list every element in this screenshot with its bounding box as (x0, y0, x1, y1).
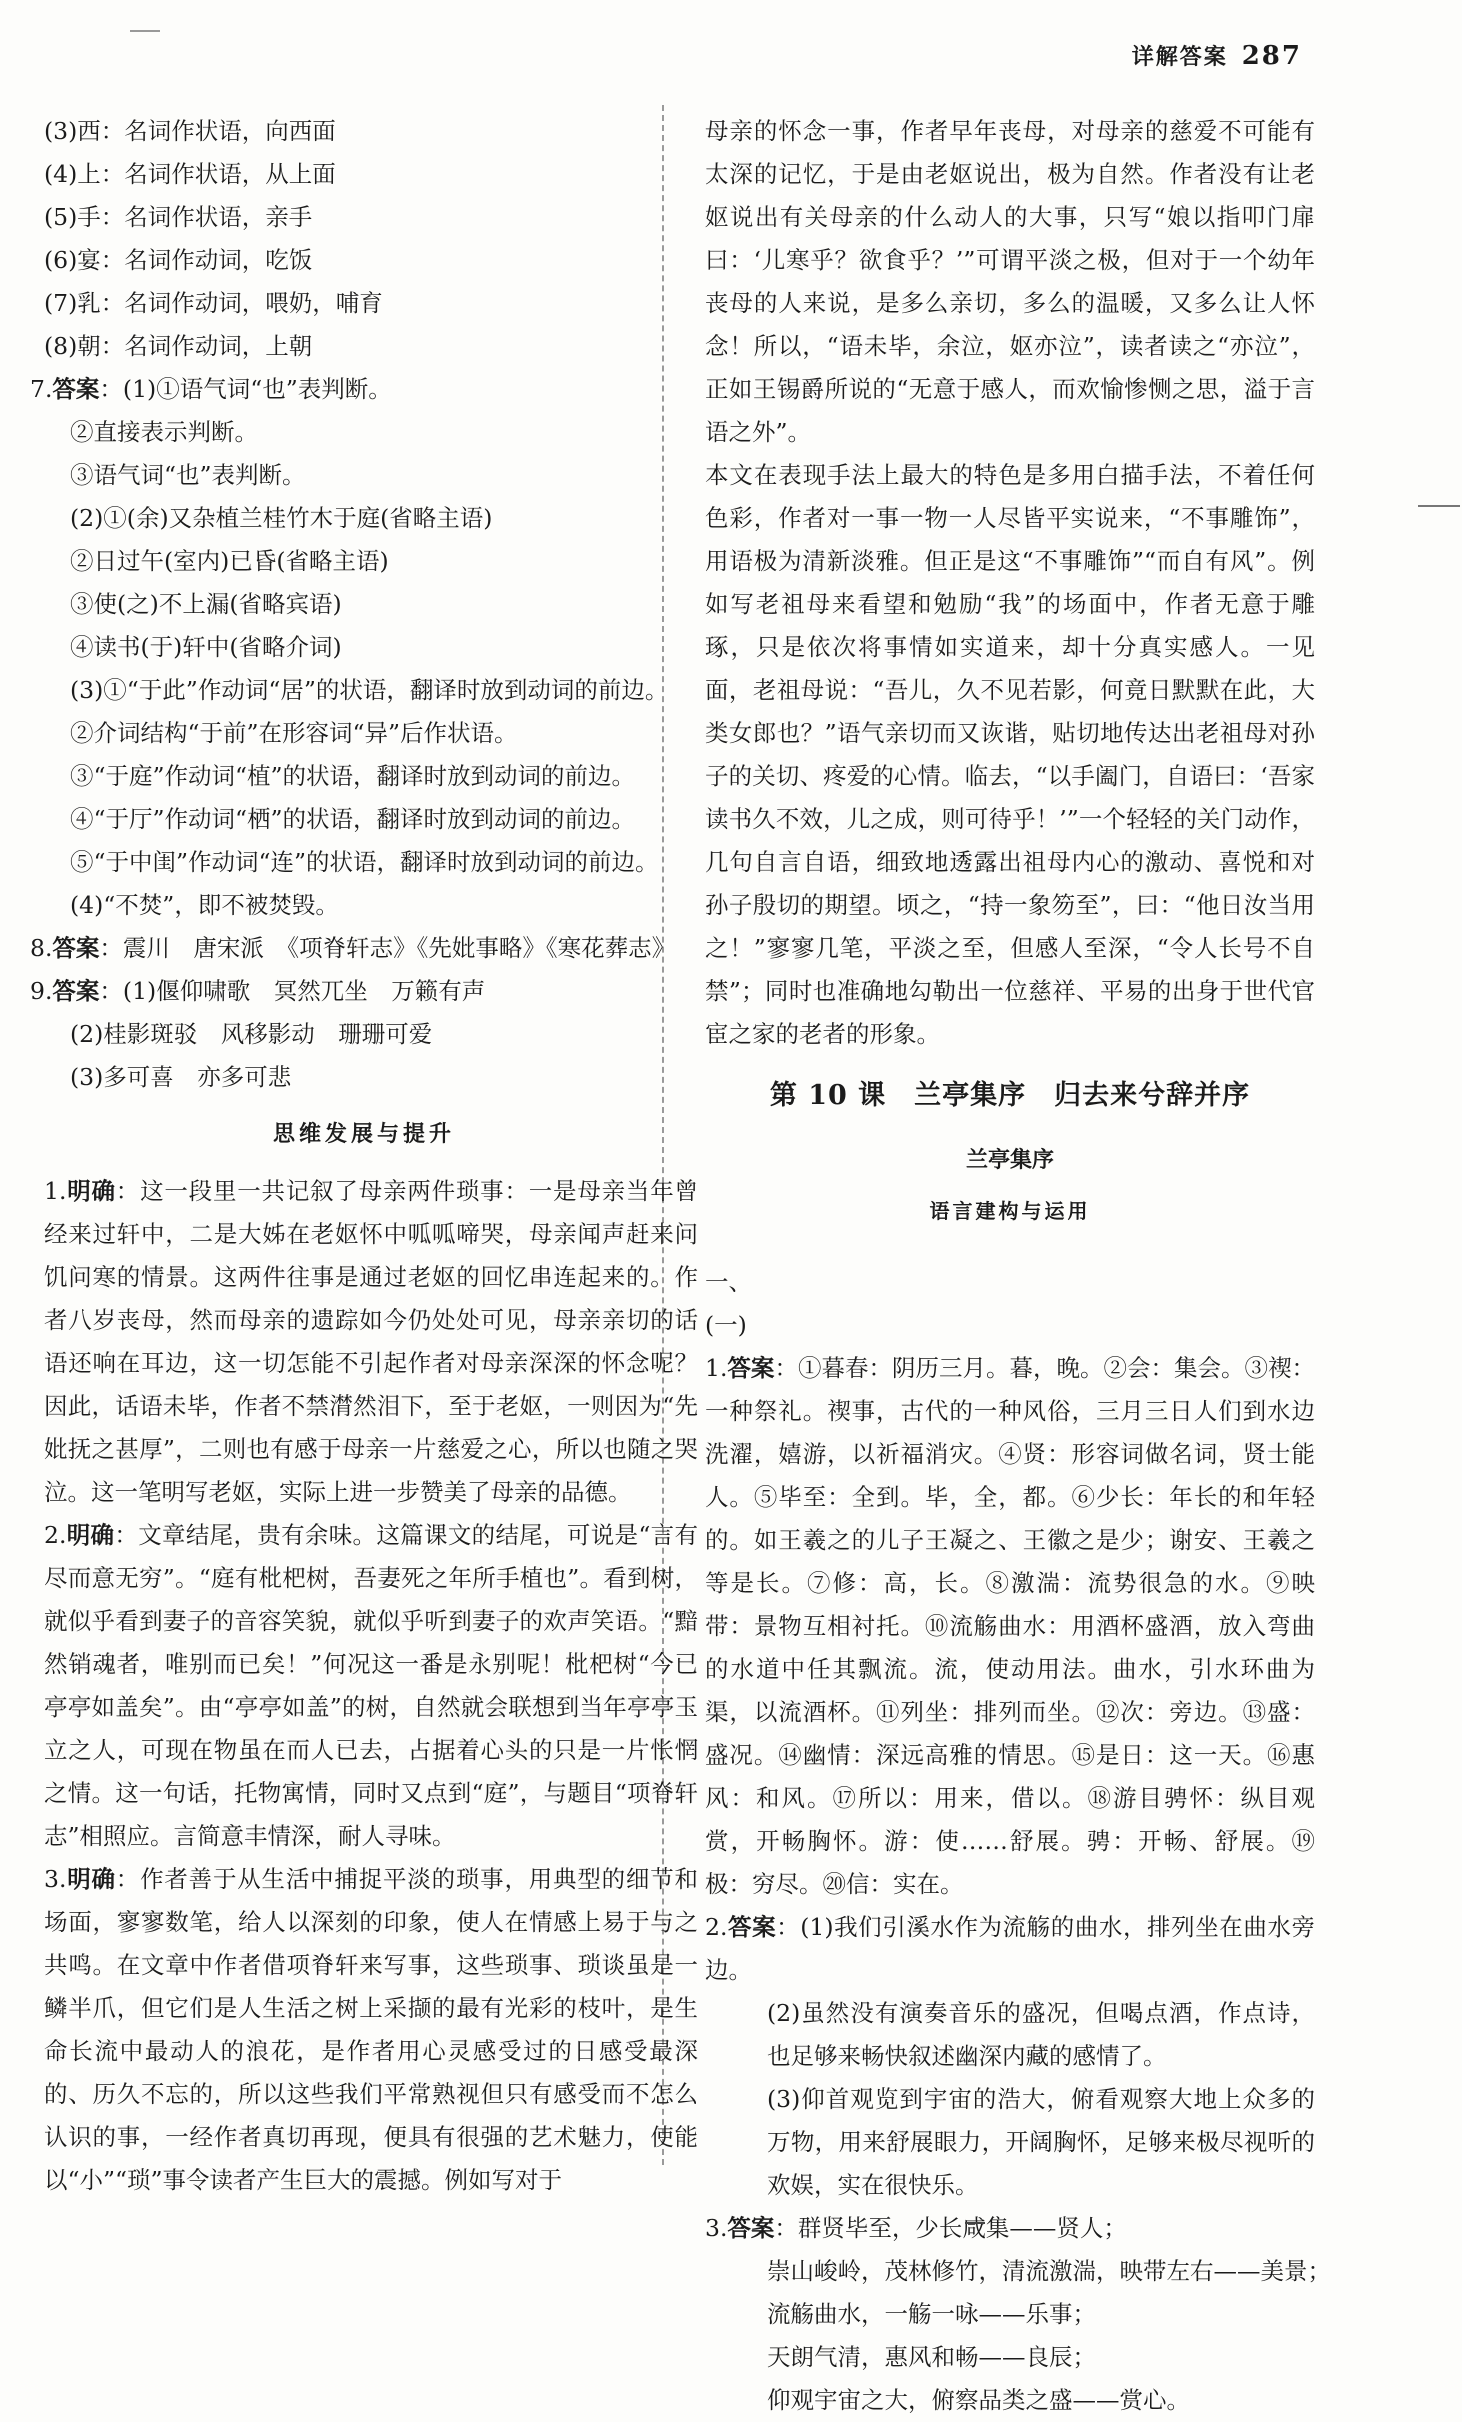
a3-line: 3.答案：群贤毕至，少长咸集——贤人； (705, 2214, 1127, 2242)
body-paragraph: 母亲的怀念一事，作者早年丧母，对母亲的慈爱不可能有太深的记忆，于是由老妪说出，极为自然。作者没有让老妪说出有关母亲的什么动人的大事，只写“娘以指叩门扉曰：‘儿寒乎？欲食乎？’”可谓平淡之极，但对于一个幼年丧母的人来说，是多么亲切，多么的温暖，又多么让人怀念！所以，“语未毕，余泣，妪亦泣”，读者读之“亦泣”，正如王锡爵所说的“无意于感人，而欢愉惨恻之思，溢于言语之外”。 (705, 117, 1315, 446)
list-item: (3)仰首观览到宇宙的浩大，俯看观察大地上众多的万物，用来舒展眼力，开阔胸怀，足够来极尽视听的欢娱，实在很快乐。 (767, 2085, 1315, 2199)
list-item: 流觞曲水，一觞一咏——乐事； (767, 2300, 1096, 2328)
a2-line: 2.答案：(1)我们引溪水作为流觞的曲水，排列坐在曲水旁边。 (705, 1913, 1316, 1984)
q8-line: 8.答案：震川 唐宋派 《项脊轩志》《先妣事略》《寒花葬志》 (30, 934, 676, 962)
list-item: (7)乳：名词作动词，喂奶，哺育 (44, 289, 383, 317)
list-item: (2)桂影斑驳 风移影动 珊珊可爱 (70, 1020, 433, 1048)
header-label: 详解答案 (1131, 44, 1228, 70)
m2-paragraph: 2.明确：文章结尾，贵有余味。这篇课文的结尾，可说是“言有尽而意无穷”。“庭有枇杷树，吾妻死之年所手植也”。看到树，就似乎看到妻子的音容笑貌，就似乎听到妻子的欢声笑语。“黯然销魂者，唯别而已矣！”何况这一番是永别呢！枇杷树“今已亭亭如盖矣”。由“亭亭如盖”的树，自然就会联想到当年亭亭玉立之人，可现在物虽在而人已去，占据着心头的只是一片怅惘之情。这一句话，托物寓情，同时又点到“庭”，与题目“项脊轩志”相照应。言简意丰情深，耐人寻味。 (44, 1521, 698, 1850)
page-number: 287 (1241, 41, 1302, 71)
q9-line: 9.答案：(1)偃仰啸歌 冥然兀坐 万籁有声 (30, 977, 486, 1005)
page-header (1132, 40, 1302, 71)
list-item: (8)朝：名词作动词，上朝 (44, 332, 313, 360)
answer-tag: 答案 (52, 977, 100, 1005)
corner-mark (130, 30, 160, 32)
answer-tag: 明确 (66, 1865, 116, 1893)
list-item: ②介词结构“于前”在形容词“异”后作状语。 (70, 719, 518, 747)
right-column (705, 110, 1331, 2422)
list-item: (6)宴：名词作动词，吃饭 (44, 246, 313, 274)
section-subtitle: 兰亭集序 (965, 1147, 1054, 1173)
list-item: 仰观宇宙之大，俯察品类之盛——赏心。 (767, 2386, 1190, 2414)
lesson-title: 第 10 课 兰亭集序 归去来兮辞并序 (769, 1080, 1251, 1111)
part-marker: 一、 (705, 1268, 752, 1296)
list-item: (5)手：名词作状语，亲手 (44, 203, 313, 231)
answer-tag: 答案 (52, 375, 100, 403)
answer-tag: 明确 (66, 1521, 115, 1549)
list-item: (3)西：名词作状语，向西面 (44, 117, 336, 145)
part-marker: (一) (705, 1311, 747, 1339)
list-item: ⑤“于中闺”作动词“连”的状语，翻译时放到动词的前边。 (70, 848, 659, 876)
list-item: ③“于庭”作动词“植”的状语，翻译时放到动词的前边。 (70, 762, 636, 790)
answer-list-a (30, 110, 698, 368)
list-item: (4)“不焚”，即不被焚毁。 (70, 891, 339, 919)
answer-tag: 答案 (727, 2214, 775, 2242)
answer-tag: 答案 (52, 934, 100, 962)
answer-tag: 答案 (727, 1354, 775, 1382)
list-item: (2)虽然没有演奏音乐的盛况，但喝点酒，作点诗，也足够来畅快叙述幽深内藏的感情了。 (767, 1999, 1315, 2070)
left-column (30, 110, 698, 2202)
body-paragraph: 本文在表现手法上最大的特色是多用白描手法，不着任何色彩，作者对一事一物一人尽皆平实说来，“不事雕饰”，用语极为清新淡雅。但正是这“不事雕饰”“而自有风”。例如写老祖母来看望和勉励“我”的场面中，作者无意于雕琢，只是依次将事情如实道来，却十分真实感人。一见面，老祖母说：“吾儿，久不见若影，何竟日默默在此，大类女郎也？”语气亲切而又诙谐，贴切地传达出老祖母对孙子的关切、疼爱的心情。临去，“以手阖门，自语曰：‘吾家读书久不效，儿之成，则可待乎！’”一个轻轻的关门动作，几句自言自语，细致地透露出祖母内心的激动、喜悦和对孙子殷切的期望。顷之，“持一象笏至”，曰：“他日汝当用之！”寥寥几笔，平淡之至，但感人至深，“令人长号不自禁”；同时也准确地勾勒出一位慈祥、平易的出身于世代官宦之家的老者的形象。 (705, 461, 1315, 1048)
list-item: ④“于厅”作动词“栖”的状语，翻译时放到动词的前边。 (70, 805, 636, 833)
q7-line: 7.答案：(1)①语气词“也”表判断。 (30, 375, 392, 403)
answer-tag: 明确 (66, 1177, 116, 1205)
list-item: (4)上：名词作状语，从上面 (44, 160, 336, 188)
list-item: ②日过午(室内)已昏(省略主语) (70, 547, 389, 575)
list-item: ②直接表示判断。 (70, 418, 258, 446)
answer-tag: 答案 (727, 1913, 777, 1941)
edge-mark (1418, 505, 1460, 507)
a1-paragraph: 1.答案：①暮春：阴历三月。暮，晚。②会：集会。③禊：一种祭礼。禊事，古代的一种风俗，三月三日人们到水边洗濯，嬉游，以祈福消灾。④贤：形容词做名词，贤士能人。⑤毕至：全到。毕，全，都。⑥少长：年长的和年轻的。如王羲之的儿子王凝之、王徽之是少；谢安、王羲之等是长。⑦修：高，长。⑧激湍：流势很急的水。⑨映带：景物互相衬托。⑩流觞曲水：用酒杯盛酒，放入弯曲的水道中任其飘流。流，使动用法。曲水，引水环曲为渠，以流酒杯。⑪列坐：排列而坐。⑫次：旁边。⑬盛：盛况。⑭幽情：深远高雅的情思。⑮是日：这一天。⑯惠风：和风。⑰所以：用来，借以。⑱游目骋怀：纵目观赏，开畅胸怀。游：使……舒展。骋：开畅、舒展。⑲极：穷尽。⑳信：实在。 (705, 1354, 1316, 1898)
list-item: ③语气词“也”表判断。 (70, 461, 306, 489)
section-title: 思维发展与提升 (272, 1121, 455, 1147)
m1-paragraph: 1.明确：这一段里一共记叙了母亲两件琐事：一是母亲当年曾经来过轩中，二是大姊在老妪怀中呱呱啼哭，母亲闻声赶来问饥问寒的情景。这两件往事是通过老妪的回忆串连起来的。作者八岁丧母，然而母亲的遗踪如今仍处处可见，母亲亲切的话语还响在耳边，这一切怎能不引起作者对母亲深深的怀念呢？因此，话语未毕，作者不禁潸然泪下，至于老妪，一则因为“先妣抚之甚厚”，二则也有感于母亲一片慈爱之心，所以也随之哭泣。这一笔明写老妪，实际上进一步赞美了母亲的品德。 (44, 1177, 698, 1506)
list-item: (3)多可喜 亦多可悲 (70, 1063, 292, 1091)
m3-paragraph: 3.明确：作者善于从生活中捕捉平淡的琐事，用典型的细节和场面，寥寥数笔，给人以深刻的印象，使人在情感上易于与之共鸣。在文章中作者借项脊轩来写事，这些琐事、琐谈虽是一鳞半爪，但它们是人生活之树上采撷的最有光彩的枝叶，是生命长流中最动人的浪花，是作者用心灵感受过的日感受最深的、历久不忘的，所以这些我们平常熟视但只有感受而不怎么认识的事，一经作者真切再现，便具有很强的艺术魅力，使能以“小”“琐”事令读者产生巨大的震撼。例如写对于 (44, 1865, 698, 2194)
list-item: (2)①(余)又杂植兰桂竹木于庭(省略主语) (70, 504, 493, 532)
list-item: 崇山峻岭，茂林修竹，清流激湍，映带左右——美景； (767, 2257, 1331, 2285)
list-item: ④读书(于)轩中(省略介词) (70, 633, 342, 661)
list-item: 天朗气清，惠风和畅——良辰； (767, 2343, 1096, 2371)
section-subtitle-2: 语言建构与运用 (929, 1199, 1091, 1223)
list-item: ③使(之)不上漏(省略宾语) (70, 590, 342, 618)
list-item: (3)①“于此”作动词“居”的状语，翻译时放到动词的前边。 (70, 676, 669, 704)
footer-mark (965, 2222, 985, 2224)
